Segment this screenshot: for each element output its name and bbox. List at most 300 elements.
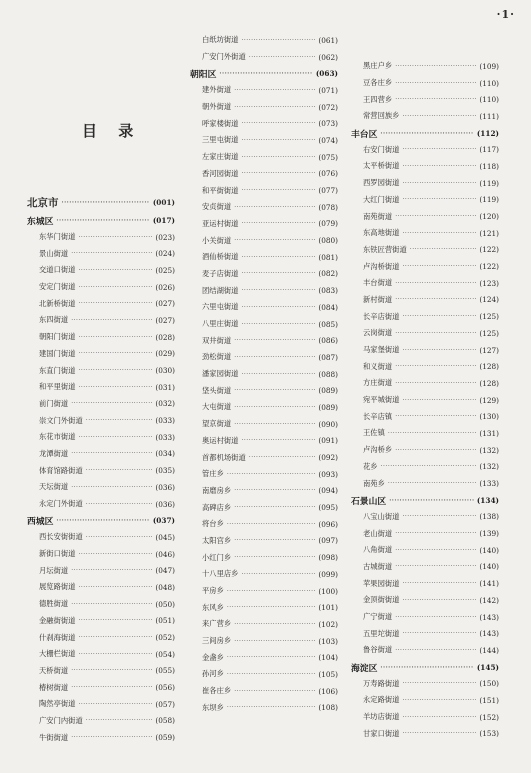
toc-entry bbox=[351, 408, 499, 425]
dot-leader bbox=[62, 199, 150, 206]
dot-leader bbox=[241, 371, 315, 378]
toc-entry-page: (050) bbox=[155, 599, 175, 609]
toc-entry-page: (081) bbox=[318, 252, 338, 262]
dot-leader bbox=[227, 521, 315, 528]
toc-entry-page: (151) bbox=[479, 695, 499, 705]
toc-entry-page: (085) bbox=[318, 319, 338, 329]
toc-entry-name: 马家堡街道 bbox=[363, 345, 400, 355]
toc-entry-page: (101) bbox=[318, 603, 338, 613]
toc-entry-page: (037) bbox=[152, 516, 175, 526]
dot-leader bbox=[234, 537, 315, 544]
toc-entry-page: (084) bbox=[318, 302, 338, 312]
toc-entry bbox=[27, 629, 175, 646]
toc-entry bbox=[190, 399, 338, 416]
toc-entry-name: 安贞街道 bbox=[202, 202, 232, 212]
toc-entry bbox=[190, 332, 338, 349]
toc-entry-page: (140) bbox=[479, 545, 499, 555]
toc-entry bbox=[190, 433, 338, 450]
toc-entry-page: (110) bbox=[479, 95, 499, 105]
toc-entry-page: (062) bbox=[318, 52, 338, 62]
toc-entry bbox=[190, 449, 338, 466]
toc-entry-name: 常营回族乡 bbox=[363, 111, 400, 121]
dot-leader bbox=[71, 484, 152, 491]
toc-entry-page: (150) bbox=[479, 679, 499, 689]
toc-entry-name: 西长安街街道 bbox=[39, 532, 83, 542]
toc-entry-name: 亚运村街道 bbox=[202, 218, 239, 228]
toc-column-3 bbox=[351, 58, 499, 742]
toc-entry bbox=[351, 425, 499, 442]
toc-entry bbox=[27, 613, 175, 630]
toc-entry bbox=[190, 583, 338, 600]
toc-entry bbox=[190, 132, 338, 149]
toc-entry-name: 永定路街道 bbox=[363, 695, 400, 705]
toc-entry-page: (030) bbox=[155, 366, 175, 376]
toc-entry-name: 东坝乡 bbox=[202, 702, 224, 712]
dot-leader bbox=[56, 217, 149, 224]
toc-entry-name: 八里庄街道 bbox=[202, 319, 239, 329]
toc-entry-page: (052) bbox=[155, 633, 175, 643]
toc-entry-page: (144) bbox=[479, 645, 499, 655]
toc-entry bbox=[190, 216, 338, 233]
toc-entry-name: 西罗园街道 bbox=[363, 178, 400, 188]
toc-entry-name: 南磨房乡 bbox=[202, 485, 232, 495]
toc-entry bbox=[190, 700, 338, 717]
dot-leader bbox=[234, 204, 315, 211]
toc-entry bbox=[351, 609, 499, 626]
toc-entry bbox=[351, 258, 499, 275]
toc-entry-name: 王四营乡 bbox=[363, 94, 393, 104]
dot-leader bbox=[402, 730, 476, 737]
toc-entry bbox=[190, 349, 338, 366]
toc-entry bbox=[190, 483, 338, 500]
toc-entry-page: (027) bbox=[155, 299, 175, 309]
dot-leader bbox=[78, 701, 152, 708]
dot-leader bbox=[241, 270, 315, 277]
dot-leader bbox=[395, 547, 476, 554]
toc-entry-name: 六里屯街道 bbox=[202, 302, 239, 312]
dot-leader bbox=[78, 434, 152, 441]
toc-entry bbox=[190, 683, 338, 700]
toc-entry-page: (117) bbox=[479, 145, 499, 155]
dot-leader bbox=[380, 664, 473, 671]
toc-entry-page: (123) bbox=[479, 278, 499, 288]
dot-leader bbox=[249, 54, 316, 61]
toc-entry-name: 牛街街道 bbox=[39, 732, 69, 742]
toc-entry-page: (128) bbox=[479, 362, 499, 372]
toc-entry-name: 体育馆路街道 bbox=[39, 465, 83, 475]
dot-leader bbox=[388, 430, 476, 437]
toc-entry-name: 长辛店街道 bbox=[363, 311, 400, 321]
toc-entry bbox=[351, 358, 499, 375]
dot-leader bbox=[402, 580, 476, 587]
toc-entry-page: (127) bbox=[479, 345, 499, 355]
dot-leader bbox=[78, 367, 152, 374]
toc-entry-name: 八角街道 bbox=[363, 545, 393, 555]
toc-entry bbox=[27, 462, 175, 479]
toc-entry bbox=[351, 625, 499, 642]
dot-leader bbox=[241, 154, 315, 161]
dot-leader bbox=[234, 487, 315, 494]
toc-entry bbox=[351, 575, 499, 592]
toc-entry-page: (153) bbox=[479, 729, 499, 739]
toc-entry bbox=[27, 713, 175, 730]
toc-entry-page: (025) bbox=[155, 265, 175, 275]
dot-leader bbox=[402, 146, 476, 153]
toc-entry bbox=[351, 525, 499, 542]
toc-entry-name: 和平里街道 bbox=[39, 382, 76, 392]
toc-entry-name: 景山街道 bbox=[39, 248, 69, 258]
toc-entry-page: (073) bbox=[318, 119, 338, 129]
toc-entry bbox=[190, 499, 338, 516]
toc-entry-name: 南苑乡 bbox=[363, 478, 385, 488]
toc-entry-page: (105) bbox=[318, 669, 338, 679]
toc-entry-name: 万寿路街道 bbox=[363, 678, 400, 688]
toc-entry bbox=[190, 266, 338, 283]
dot-leader bbox=[234, 621, 315, 628]
toc-entry-name: 小红门乡 bbox=[202, 552, 232, 562]
toc-entry-page: (088) bbox=[318, 369, 338, 379]
toc-entry-page: (096) bbox=[318, 519, 338, 529]
toc-entry-name: 首都机场街道 bbox=[202, 452, 246, 462]
toc-entry-page: (140) bbox=[479, 562, 499, 572]
dot-leader bbox=[234, 638, 315, 645]
toc-entry-name: 椿树街道 bbox=[39, 682, 69, 692]
toc-entry bbox=[27, 229, 175, 246]
dot-leader bbox=[402, 597, 476, 604]
toc-entry-name: 宛平城街道 bbox=[363, 395, 400, 405]
toc-entry bbox=[351, 509, 499, 526]
toc-entry bbox=[351, 192, 499, 209]
toc-entry bbox=[351, 459, 499, 476]
dot-leader bbox=[395, 330, 476, 337]
dot-leader bbox=[395, 647, 476, 654]
toc-entry-name: 豆各庄乡 bbox=[363, 78, 393, 88]
dot-leader bbox=[402, 313, 476, 320]
toc-entry bbox=[27, 446, 175, 463]
toc-entry-name: 孙河乡 bbox=[202, 669, 224, 679]
toc-entry bbox=[351, 91, 499, 108]
toc-entry bbox=[27, 429, 175, 446]
toc-entry-name: 展览路街道 bbox=[39, 582, 76, 592]
dot-leader bbox=[381, 463, 477, 470]
dot-leader bbox=[71, 567, 152, 574]
toc-entry-name: 金顶街街道 bbox=[363, 595, 400, 605]
toc-entry-name: 广安门外街道 bbox=[202, 52, 246, 62]
dot-leader bbox=[78, 584, 152, 591]
toc-city-heading bbox=[27, 192, 175, 212]
toc-entry-name: 羊坊店街道 bbox=[363, 712, 400, 722]
dot-leader bbox=[241, 437, 315, 444]
toc-entry-name: 十八里店乡 bbox=[202, 569, 239, 579]
toc-entry-name: 老山街道 bbox=[363, 528, 393, 538]
dot-leader bbox=[86, 534, 153, 541]
toc-entry-name: 天桥街道 bbox=[39, 665, 69, 675]
dot-leader bbox=[234, 421, 315, 428]
toc-entry-name: 团结湖街道 bbox=[202, 285, 239, 295]
toc-entry bbox=[190, 182, 338, 199]
toc-entry-name: 金融街街道 bbox=[39, 615, 76, 625]
dot-leader bbox=[86, 417, 153, 424]
toc-entry bbox=[27, 729, 175, 746]
toc-entry bbox=[27, 412, 175, 429]
toc-entry-name: 东铁匠营街道 bbox=[363, 244, 407, 254]
toc-entry-page: (143) bbox=[479, 612, 499, 622]
toc-entry bbox=[27, 696, 175, 713]
toc-entry-name: 左家庄街道 bbox=[202, 152, 239, 162]
dot-leader bbox=[241, 187, 315, 194]
toc-entry-name: 望京街道 bbox=[202, 419, 232, 429]
page-number: ·1· bbox=[496, 8, 515, 21]
toc-entry-page: (138) bbox=[479, 512, 499, 522]
dot-leader bbox=[402, 347, 476, 354]
toc-entry-page: (100) bbox=[318, 586, 338, 596]
toc-entry-name: 建国门街道 bbox=[39, 348, 76, 358]
dot-leader bbox=[227, 604, 315, 611]
toc-entry-name: 德胜街道 bbox=[39, 599, 69, 609]
toc-entry bbox=[351, 442, 499, 459]
toc-entry-page: (122) bbox=[479, 245, 499, 255]
toc-entry-page: (141) bbox=[479, 579, 499, 589]
toc-entry-name: 东花市街道 bbox=[39, 432, 76, 442]
toc-entry-page: (033) bbox=[155, 432, 175, 442]
dot-leader bbox=[389, 497, 474, 504]
dot-leader bbox=[234, 337, 315, 344]
toc-entry-name: 卢沟桥街道 bbox=[363, 261, 400, 271]
toc-entry-name: 和平街街道 bbox=[202, 185, 239, 195]
toc-entry-page: (093) bbox=[318, 469, 338, 479]
toc-entry-name: 三间房乡 bbox=[202, 636, 232, 646]
dot-leader bbox=[241, 37, 315, 44]
page-title: 目 录 bbox=[82, 122, 142, 140]
toc-entry-name: 潘家园街道 bbox=[202, 369, 239, 379]
toc-entry bbox=[27, 329, 175, 346]
toc-entry bbox=[27, 546, 175, 563]
toc-entry-page: (131) bbox=[479, 428, 499, 438]
dot-leader bbox=[241, 321, 315, 328]
dot-leader bbox=[78, 634, 152, 641]
toc-entry-name: 方庄街道 bbox=[363, 378, 393, 388]
dot-leader bbox=[78, 284, 152, 291]
dot-leader bbox=[78, 267, 152, 274]
toc-entry bbox=[190, 516, 338, 533]
dot-leader bbox=[227, 704, 315, 711]
toc-entry-page: (031) bbox=[155, 382, 175, 392]
dot-leader bbox=[78, 551, 152, 558]
dot-leader bbox=[402, 163, 476, 170]
dot-leader bbox=[402, 113, 476, 120]
toc-entry-name: 天坛街道 bbox=[39, 482, 69, 492]
toc-entry bbox=[27, 562, 175, 579]
toc-entry-name: 东城区 bbox=[27, 216, 54, 227]
dot-leader bbox=[86, 501, 153, 508]
dot-leader bbox=[227, 588, 315, 595]
toc-entry-page: (129) bbox=[479, 395, 499, 405]
toc-entry-name: 北京市 bbox=[27, 196, 59, 209]
toc-entry-name: 南苑街道 bbox=[363, 211, 393, 221]
toc-entry-name: 丰台街道 bbox=[363, 278, 393, 288]
dot-leader bbox=[78, 651, 152, 658]
dot-leader bbox=[227, 471, 315, 478]
toc-entry-page: (132) bbox=[479, 462, 499, 472]
toc-entry-name: 麦子店街道 bbox=[202, 268, 239, 278]
toc-entry-page: (089) bbox=[318, 402, 338, 412]
dot-leader bbox=[71, 734, 152, 741]
toc-entry bbox=[190, 232, 338, 249]
toc-entry-page: (104) bbox=[318, 653, 338, 663]
toc-entry bbox=[351, 392, 499, 409]
toc-entry-page: (094) bbox=[318, 486, 338, 496]
dot-leader bbox=[234, 387, 315, 394]
toc-entry-name: 大红门街道 bbox=[363, 194, 400, 204]
toc-entry bbox=[351, 75, 499, 92]
toc-entry bbox=[190, 149, 338, 166]
toc-district-heading bbox=[190, 65, 338, 82]
dot-leader bbox=[78, 334, 152, 341]
toc-entry-name: 大屯街道 bbox=[202, 402, 232, 412]
toc-entry bbox=[351, 175, 499, 192]
toc-entry bbox=[27, 579, 175, 596]
dot-leader bbox=[56, 517, 149, 524]
toc-entry bbox=[190, 416, 338, 433]
toc-entry-page: (099) bbox=[318, 569, 338, 579]
toc-entry bbox=[351, 342, 499, 359]
toc-entry-page: (118) bbox=[479, 161, 499, 171]
toc-entry-page: (121) bbox=[479, 228, 499, 238]
dot-leader bbox=[71, 400, 152, 407]
toc-district-heading bbox=[27, 512, 175, 529]
toc-entry-page: (097) bbox=[318, 536, 338, 546]
toc-entry bbox=[190, 32, 338, 49]
toc-entry bbox=[27, 479, 175, 496]
dot-leader bbox=[395, 413, 476, 420]
toc-entry bbox=[27, 295, 175, 312]
toc-entry-page: (072) bbox=[318, 102, 338, 112]
toc-entry bbox=[351, 208, 499, 225]
toc-column-2 bbox=[190, 32, 338, 716]
toc-entry-name: 和义街道 bbox=[363, 361, 393, 371]
toc-entry-page: (133) bbox=[479, 479, 499, 489]
dot-leader bbox=[234, 87, 315, 94]
toc-entry-page: (142) bbox=[479, 595, 499, 605]
toc-entry-page: (122) bbox=[479, 262, 499, 272]
toc-entry bbox=[351, 292, 499, 309]
toc-entry-page: (001) bbox=[152, 197, 175, 207]
dot-leader bbox=[71, 601, 152, 608]
toc-entry-page: (078) bbox=[318, 202, 338, 212]
dot-leader bbox=[402, 714, 476, 721]
toc-entry-name: 建外街道 bbox=[202, 85, 232, 95]
toc-entry-page: (091) bbox=[318, 436, 338, 446]
toc-entry-page: (026) bbox=[155, 282, 175, 292]
toc-entry bbox=[351, 709, 499, 726]
toc-entry bbox=[190, 649, 338, 666]
toc-entry-name: 平房乡 bbox=[202, 586, 224, 596]
toc-entry bbox=[190, 633, 338, 650]
dot-leader bbox=[78, 350, 152, 357]
toc-entry bbox=[27, 262, 175, 279]
toc-entry bbox=[27, 529, 175, 546]
toc-entry-page: (098) bbox=[318, 553, 338, 563]
toc-entry-page: (095) bbox=[318, 503, 338, 513]
toc-entry-page: (128) bbox=[479, 378, 499, 388]
toc-entry-name: 广安门内街道 bbox=[39, 715, 83, 725]
toc-entry-name: 永定门外街道 bbox=[39, 499, 83, 509]
toc-entry-name: 大栅栏街道 bbox=[39, 649, 76, 659]
toc-entry-page: (055) bbox=[155, 666, 175, 676]
dot-leader bbox=[71, 684, 152, 691]
toc-entry-name: 奥运村街道 bbox=[202, 435, 239, 445]
toc-entry-page: (119) bbox=[479, 195, 499, 205]
toc-entry bbox=[351, 642, 499, 659]
toc-entry-name: 陶然亭街道 bbox=[39, 699, 76, 709]
dot-leader bbox=[395, 213, 476, 220]
toc-entry bbox=[351, 675, 499, 692]
toc-entry bbox=[190, 466, 338, 483]
toc-entry-page: (063) bbox=[315, 69, 338, 79]
toc-entry bbox=[190, 549, 338, 566]
toc-entry bbox=[351, 58, 499, 75]
toc-entry-page: (036) bbox=[155, 499, 175, 509]
toc-entry-name: 金盏乡 bbox=[202, 652, 224, 662]
toc-entry-name: 丰台区 bbox=[351, 129, 378, 140]
toc-entry-name: 石景山区 bbox=[351, 496, 387, 507]
toc-entry-name: 崇文门外街道 bbox=[39, 415, 83, 425]
dot-leader bbox=[234, 504, 315, 511]
dot-leader bbox=[241, 287, 315, 294]
toc-entry-page: (054) bbox=[155, 649, 175, 659]
toc-entry-name: 朝阳区 bbox=[190, 70, 217, 81]
toc-entry-page: (124) bbox=[479, 295, 499, 305]
dot-leader bbox=[71, 667, 152, 674]
toc-entry bbox=[190, 382, 338, 399]
dot-leader bbox=[86, 467, 153, 474]
dot-leader bbox=[402, 397, 476, 404]
toc-entry bbox=[190, 282, 338, 299]
dot-leader bbox=[395, 380, 476, 387]
toc-entry bbox=[27, 379, 175, 396]
dot-leader bbox=[395, 80, 476, 87]
toc-entry bbox=[27, 245, 175, 262]
dot-leader bbox=[395, 280, 476, 287]
dot-leader bbox=[71, 317, 152, 324]
dot-leader bbox=[395, 447, 476, 454]
toc-entry-name: 管庄乡 bbox=[202, 469, 224, 479]
toc-entry-name: 东四街道 bbox=[39, 315, 69, 325]
toc-entry-name: 八宝山街道 bbox=[363, 511, 400, 521]
dot-leader bbox=[395, 96, 476, 103]
dot-leader bbox=[402, 263, 476, 270]
toc-entry bbox=[190, 249, 338, 266]
toc-entry bbox=[351, 726, 499, 743]
toc-entry bbox=[351, 242, 499, 259]
toc-entry bbox=[351, 542, 499, 559]
dot-leader bbox=[402, 630, 476, 637]
toc-entry-page: (134) bbox=[476, 495, 499, 505]
toc-entry bbox=[190, 299, 338, 316]
toc-entry-page: (112) bbox=[476, 128, 499, 138]
toc-entry-page: (076) bbox=[318, 169, 338, 179]
toc-entry-name: 云岗街道 bbox=[363, 328, 393, 338]
dot-leader bbox=[78, 617, 152, 624]
toc-entry-page: (017) bbox=[152, 215, 175, 225]
toc-entry-page: (143) bbox=[479, 629, 499, 639]
toc-entry-page: (029) bbox=[155, 349, 175, 359]
toc-entry-page: (023) bbox=[155, 232, 175, 242]
toc-entry-name: 北新桥街道 bbox=[39, 298, 76, 308]
toc-district-heading bbox=[351, 659, 499, 676]
toc-entry-page: (080) bbox=[318, 236, 338, 246]
toc-entry-name: 交道口街道 bbox=[39, 265, 76, 275]
